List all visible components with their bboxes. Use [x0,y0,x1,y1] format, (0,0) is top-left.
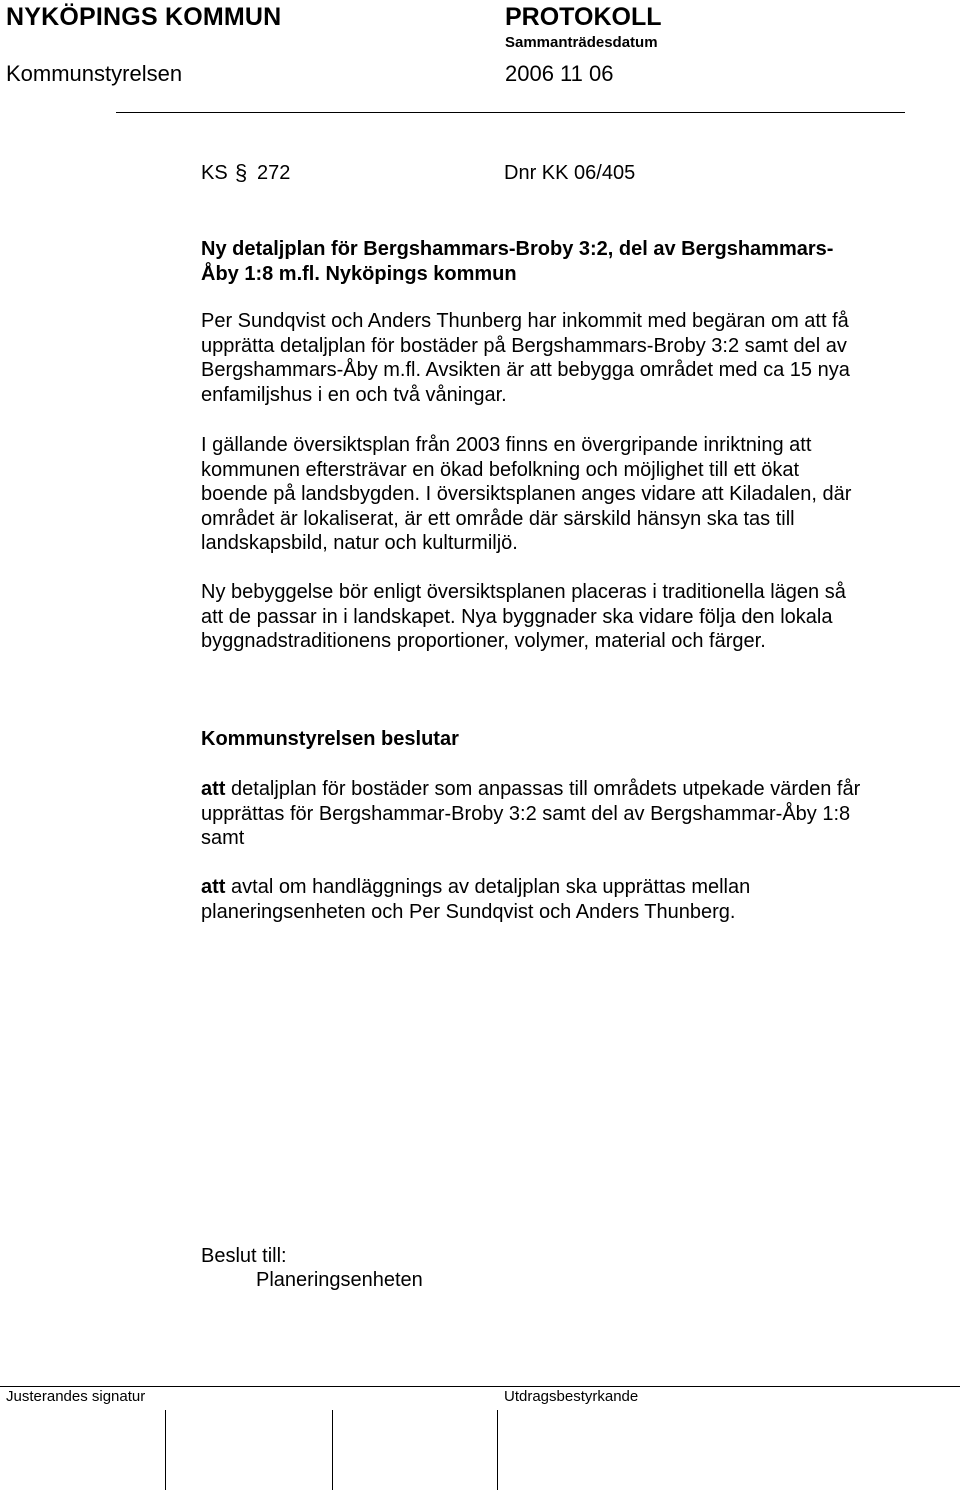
paragraph-line: byggnadstraditionens proportioner, volymer, material och färger. [201,630,766,653]
paragraph-line: I gällande översiktsplan från 2003 finns en övergripande inriktning att [201,434,812,456]
paragraph-line: Per Sundqvist och Anders Thunberg har inkommit med begäran om att få [201,310,849,332]
decision-item-1 [201,777,860,851]
decision-line: upprättas för Bergshammar-Broby 3:2 samt del av Bergshammar-Åby 1:8 [201,802,851,825]
decision-line: samt [201,827,245,850]
paragraph-line: kommunen eftersträvar en ökad befolkning och möjlighet till ett ökat [201,458,800,481]
meeting-date-label: Sammanträdesdatum [505,34,658,51]
case-title-line: Ny detaljplan för Bergshammars-Broby 3:2, del av Bergshammars- [201,238,834,260]
case-title [201,237,833,287]
paragraph-line: landskapsbild, natur och kulturmiljö. [201,532,518,555]
diary-number: Dnr KK 06/405 [504,162,636,184]
decision-item-2 [201,875,750,924]
header-divider [116,112,905,113]
distribution-label: Beslut till: [201,1245,287,1267]
organization-name: NYKÖPINGS KOMMUN [6,3,282,31]
signature-label: Justerandes signatur [6,1388,146,1405]
paragraph-line: boende på landsbygden. I översiktsplanen anges vidare att Kiladalen, där [201,483,852,506]
decision-heading: Kommunstyrelsen beslutar [201,728,459,750]
paragraph-overview-plan [201,433,851,556]
extract-certification-label: Utdragsbestyrkande [504,1388,639,1405]
distribution-recipient: Planeringsenheten [256,1269,423,1291]
paragraph-line: att de passar in i landskapet. Nya byggnader ska vidare följa den lokala [201,605,833,628]
case-title-line: Åby 1:8 m.fl. Nyköpings kommun [201,263,517,285]
decision-line: planeringsenheten och Per Sundqvist och Anders Thunberg. [201,900,736,923]
decision-line [201,875,750,900]
ks-number: 272 [257,162,291,184]
paragraph-line: enfamiljshus i en och två våningar. [201,383,507,406]
section-symbol-icon: § [235,160,248,185]
governing-body: Kommunstyrelsen [6,61,183,86]
paragraph-request [201,309,850,407]
att-keyword: att [201,778,226,800]
signature-box-divider [165,1410,166,1490]
document-type: PROTOKOLL [505,3,662,31]
meeting-date: 2006 11 06 [505,61,614,86]
paragraph-line: Ny bebyggelse bör enligt översiktsplanen placeras i traditionella lägen så [201,581,846,603]
decision-text: detaljplan för bostäder som anpassas till områdets utpekade värden får [225,778,861,800]
att-keyword: att [201,876,226,898]
decision-line [201,777,860,802]
paragraph-building-guidance [201,580,846,654]
paragraph-line: området är lokaliserat, är ett område där särskild hänsyn ska tas till [201,507,795,530]
decision-text: avtal om handläggnings av detaljplan ska upprättas mellan [225,876,751,898]
signature-box-divider [332,1410,333,1490]
ks-label: KS [201,162,228,184]
footer-divider [0,1386,960,1387]
paragraph-line: Bergshammars-Åby m.fl. Avsikten är att bebygga området med ca 15 nya [201,359,850,382]
signature-box-divider [497,1410,498,1490]
paragraph-line: upprätta detaljplan för bostäder på Bergshammars-Broby 3:2 samt del av [201,334,847,357]
